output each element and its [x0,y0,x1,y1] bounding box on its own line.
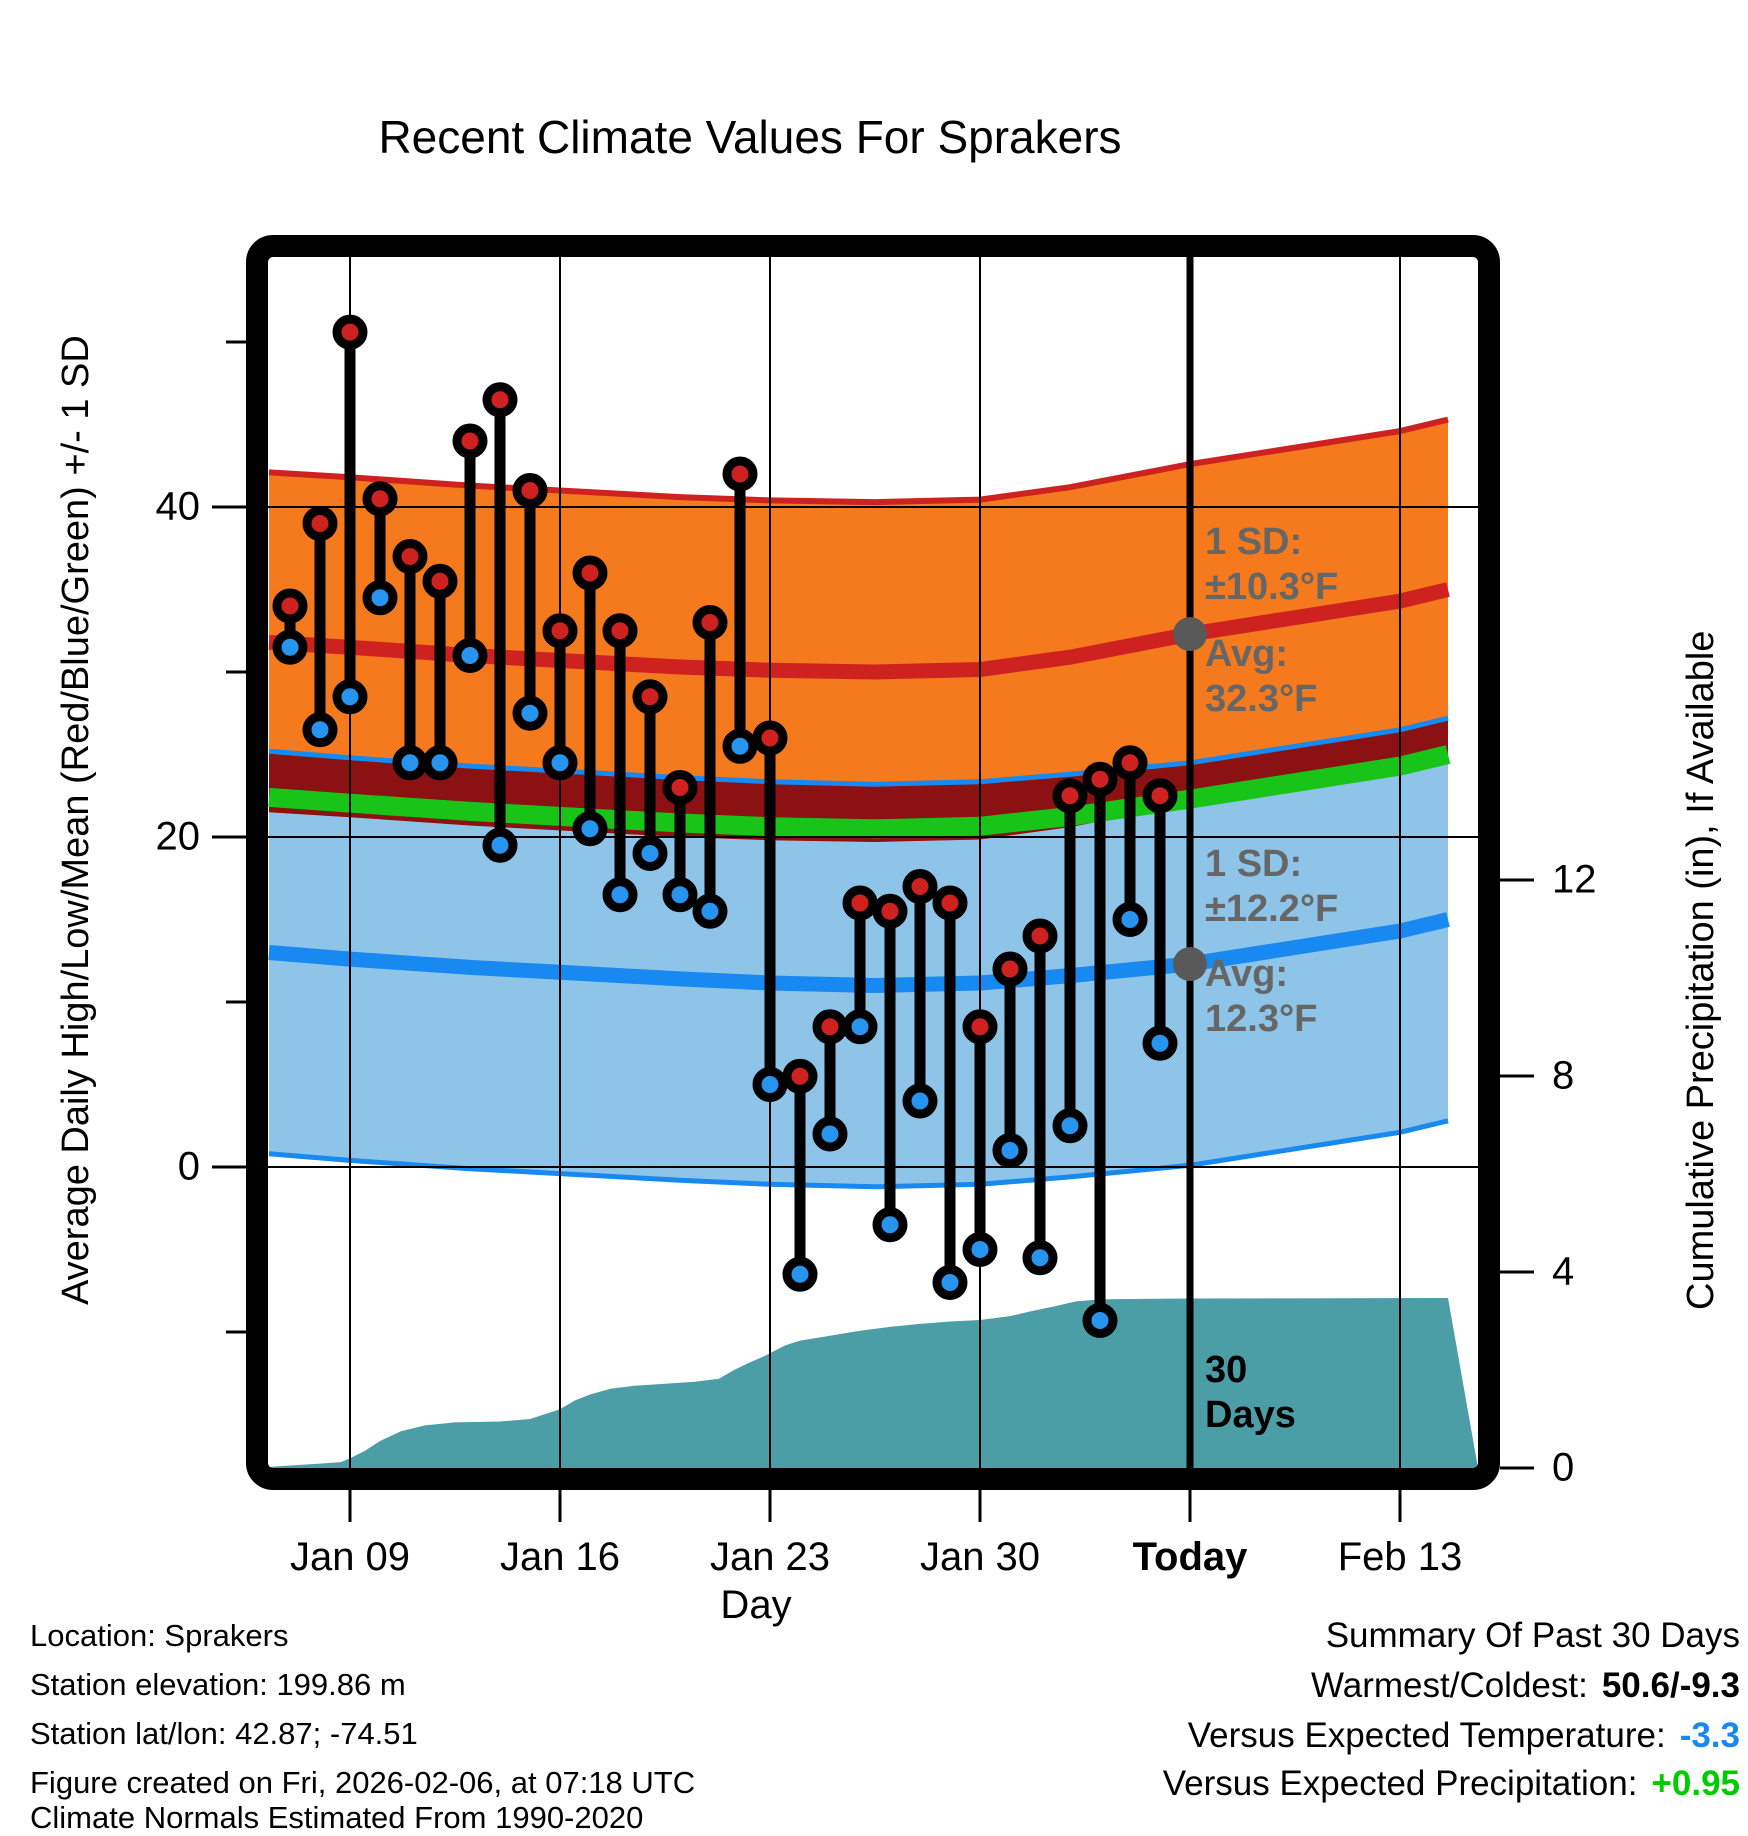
low-dot [727,733,753,759]
low-dot [877,1212,903,1238]
x-tick-label: Jan 23 [709,1535,831,1579]
y-left-tick-label: 0 [177,1144,200,1189]
x-tick-label: Today [1132,1535,1248,1579]
high-dot [727,461,753,487]
annotation-30-days: 30 Days [1205,1349,1296,1436]
y-right-tick-label: 0 [1552,1445,1575,1490]
footer-location: Location: Sprakers [30,1618,289,1653]
low-dot [607,882,633,908]
y-right-tick-label: 8 [1552,1053,1575,1098]
x-tick-label: Feb 13 [1337,1535,1463,1579]
high-dot [877,898,903,924]
high-dot [1057,783,1083,809]
low-dot [487,832,513,858]
high-dot [757,725,783,751]
low-dot [547,750,573,776]
high-dot [517,478,543,504]
summary-heading: Summary Of Past 30 Days [1325,1616,1740,1655]
low-dot [367,585,393,611]
high-dot [1117,750,1143,776]
summary-warmest-coldest-label: Warmest/Coldest: [1311,1666,1588,1705]
low-dot [997,1138,1023,1164]
low-dot [697,898,723,924]
high-dot [607,618,633,644]
x-axis-label: Day [720,1583,792,1627]
low-dot [277,634,303,660]
high-dot [487,387,513,413]
high-avg-marker [1173,617,1207,651]
high-dot [817,1014,843,1040]
high-dot [997,956,1023,982]
cumulative-precip-area [268,1298,1478,1468]
summary-vs-temperature [1188,1716,1740,1756]
high-dot [907,874,933,900]
summary-vs-precipitation [1163,1764,1740,1804]
y-right-tick-label: 4 [1552,1249,1575,1294]
low-dot [307,717,333,743]
low-dot [757,1072,783,1098]
low-dot [637,841,663,867]
high-dot [667,775,693,801]
high-dot [367,486,393,512]
footer-latlon: Station lat/lon: 42.87; -74.51 [30,1716,418,1751]
high-dot [697,610,723,636]
low-dot [427,750,453,776]
low-dot [1057,1113,1083,1139]
annotation-high-sd: 1 SD: ±10.3°F [1205,521,1339,608]
low-avg-marker [1173,947,1207,981]
high-dot [307,511,333,537]
high-dot [937,890,963,916]
low-dot [397,750,423,776]
footer-normals: Climate Normals Estimated From 1990-2020 [30,1800,644,1835]
x-tick-label: Jan 16 [499,1535,621,1579]
high-dot [1087,766,1113,792]
annotation-low-avg: Avg: 12.3°F [1205,953,1318,1040]
annotation-low-sd: 1 SD: ±12.2°F [1205,843,1339,930]
y-left-tick-label: 40 [155,484,200,529]
low-dot [907,1088,933,1114]
low-dot [1087,1307,1113,1333]
high-dot [577,560,603,586]
y-right-tick-label: 12 [1552,857,1597,902]
low-dot [967,1237,993,1263]
low-dot [817,1121,843,1147]
high-dot [967,1014,993,1040]
annotation-high-avg: Avg: 32.3°F [1205,633,1318,720]
chart-title: Recent Climate Values For Sprakers [378,111,1122,163]
low-dot [787,1261,813,1287]
summary-vs-precipitation-label: Versus Expected Precipitation: [1162,1764,1638,1803]
high-dot [427,568,453,594]
high-dot [277,593,303,619]
low-dot [337,684,363,710]
high-dot [547,618,573,644]
summary-vs-temperature-value: -3.3 [1679,1716,1740,1755]
low-dot [937,1270,963,1296]
precip [268,1298,1478,1468]
y-axis-left-label: Average Daily High/Low/Mean (Red/Blue/Green) +/- 1 SD [55,335,97,1305]
high-dot [337,319,363,345]
high-dot [787,1063,813,1089]
high-dot [457,428,483,454]
low-dot [577,816,603,842]
footer-elevation: Station elevation: 199.86 m [30,1667,406,1702]
footer-created: Figure created on Fri, 2026-02-06, at 07:18 UTC [30,1765,696,1800]
high-dot [1027,923,1053,949]
summary-vs-temperature-label: Versus Expected Temperature: [1187,1716,1666,1755]
low-dot [667,882,693,908]
low-dot [1027,1245,1053,1271]
high-dot [637,684,663,710]
high-dot [1147,783,1173,809]
summary-warmest-coldest-value: 50.6/-9.3 [1601,1666,1740,1705]
low-dot [847,1014,873,1040]
high-dot [847,890,873,916]
low-dot [1117,907,1143,933]
summary-vs-precipitation-value: +0.95 [1651,1764,1740,1803]
low-dot [517,700,543,726]
low-dot [1147,1030,1173,1056]
y-left-tick-label: 20 [155,814,200,859]
high-dot [397,544,423,570]
summary-warmest-coldest [1311,1666,1740,1706]
x-tick-label: Jan 09 [289,1535,411,1579]
low-dot [457,643,483,669]
y-axis-right-label: Cumulative Precipitation (in), If Available [1680,630,1722,1310]
x-tick-label: Jan 30 [919,1535,1041,1579]
